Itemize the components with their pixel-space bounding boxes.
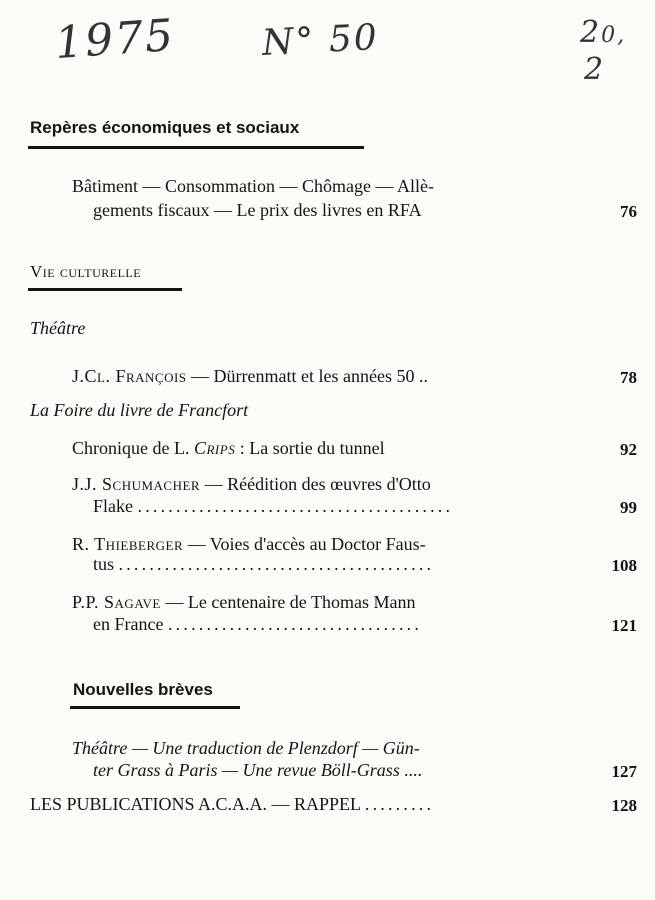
entry-book-fair-3 <box>72 534 426 555</box>
page-number: 92 <box>620 440 637 459</box>
page-number: 108 <box>611 556 637 575</box>
handwritten-issue-number: N° 50 <box>261 16 380 65</box>
fraction-bottom: 2 <box>584 52 606 87</box>
entry-book-fair-2-line2 <box>93 496 453 517</box>
leader-dots: ......................................... <box>137 496 454 516</box>
page-number: 127 <box>611 762 637 781</box>
entry-author: P.P. Sagave <box>72 592 161 612</box>
entry-book-fair-1 <box>72 438 385 459</box>
entry-title: — Voies d'accès au Doctor Faus- <box>187 534 426 554</box>
entry-news-line1: Théâtre — Une traduction de Plenzdorf — Gün- <box>72 738 420 758</box>
entry-author: Crips <box>193 438 236 458</box>
leader-dots: ................................. <box>167 614 423 634</box>
entry-author: J.J. Schumacher <box>72 474 201 494</box>
entry-book-fair-4 <box>72 592 415 613</box>
leader-dots: ......... <box>364 794 435 814</box>
entry-continuation: Flake <box>93 496 133 516</box>
page-number: 128 <box>611 796 637 815</box>
handwritten-fraction <box>580 16 626 87</box>
entry-publications <box>30 794 434 815</box>
entry-book-fair-2 <box>72 474 431 495</box>
leader-dots: ......................................... <box>118 554 435 574</box>
heading-rule <box>70 706 240 709</box>
entry-continuation: tus <box>93 554 115 574</box>
handwritten-year: 1975 <box>53 9 177 70</box>
entry-book-fair-3-line2 <box>93 554 434 575</box>
entry-book-fair-4-line2 <box>93 614 422 635</box>
page-number: 76 <box>620 202 637 221</box>
subheading-theatre: Théâtre <box>30 318 86 338</box>
fraction-suffix: 0, <box>601 23 627 48</box>
entry-news-line2: ter Grass à Paris — Une revue Böll-Grass .... <box>93 760 423 780</box>
entry-economic-line2: gements fiscaux — Le prix des livres en RFA <box>93 200 422 220</box>
entry-title: : La sortie du tunnel <box>239 438 385 458</box>
entry-theatre <box>72 366 428 387</box>
entry-label: LES PUBLICATIONS A.C.A.A. — RAPPEL <box>30 794 361 814</box>
fraction-top: 2 <box>580 15 602 50</box>
heading-rule <box>28 288 182 291</box>
entry-author: R. Thieberger <box>72 534 184 554</box>
page-number: 121 <box>611 616 637 635</box>
section-heading-economic: Repères économiques et sociaux <box>30 118 300 137</box>
section-heading-cultural: Vie culturelle <box>30 262 142 281</box>
subheading-book-fair: La Foire du livre de Francfort <box>30 400 249 420</box>
entry-title: — Réédition des œuvres d'Otto <box>204 474 431 494</box>
page-number: 99 <box>620 498 637 517</box>
page-number: 78 <box>620 368 637 387</box>
entry-economic-line1: Bâtiment — Consommation — Chômage — Allè- <box>72 176 434 196</box>
entry-title: — Le centenaire de Thomas Mann <box>165 592 416 612</box>
entry-prefix: Chronique de L. <box>72 438 194 458</box>
entry-author: J.Cl. François <box>72 366 187 386</box>
entry-continuation: en France <box>93 614 164 634</box>
section-heading-news: Nouvelles brèves <box>73 680 213 699</box>
entry-title: — Dürrenmatt et les années 50 .. <box>191 366 428 386</box>
heading-rule <box>28 146 364 149</box>
